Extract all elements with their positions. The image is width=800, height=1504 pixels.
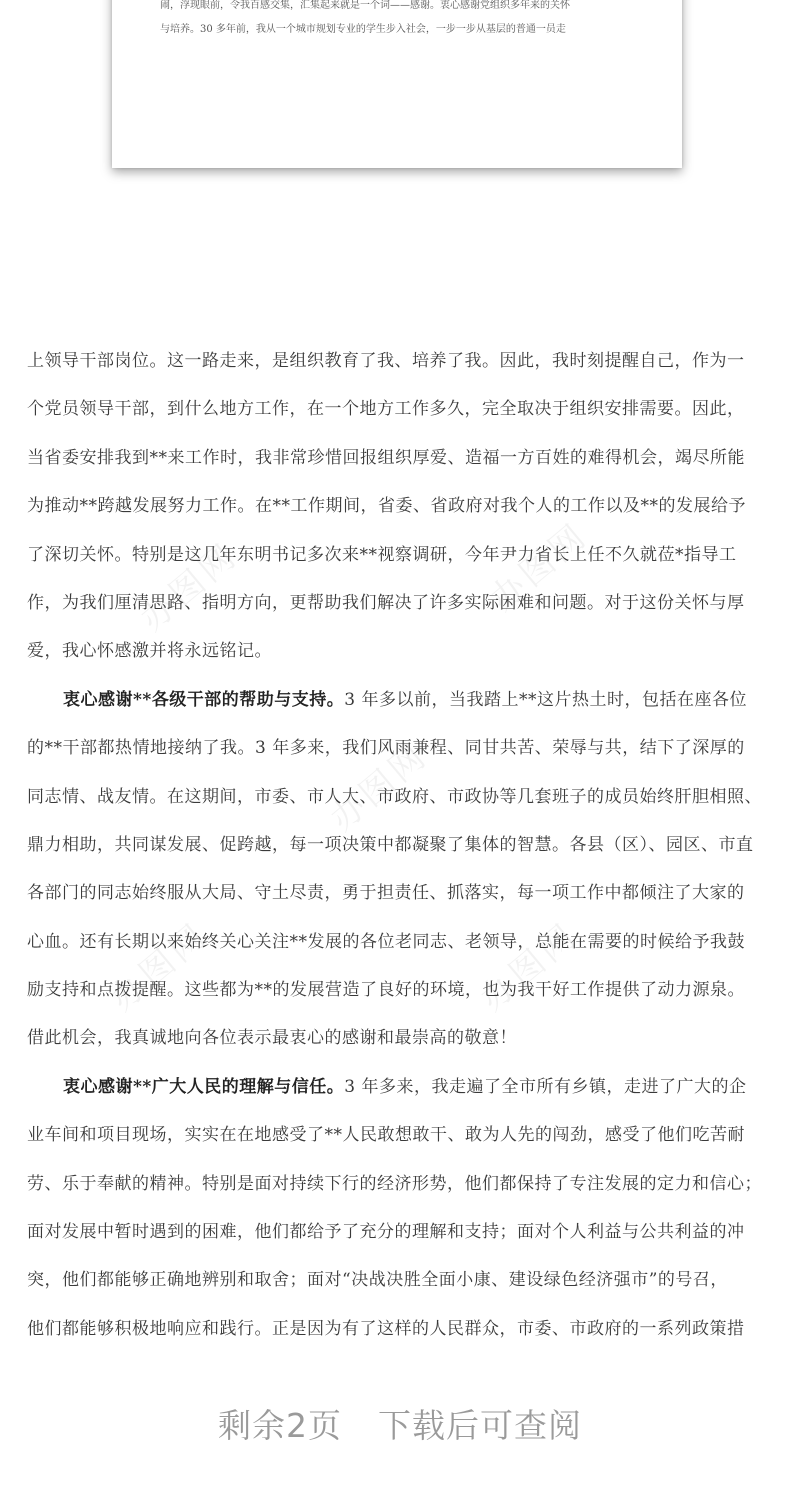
remaining-pages-label: 剩余2页 — [218, 1406, 342, 1445]
text-line: 当省委安排我到**来工作时，我非常珍惜回报组织厚爱、造福一方百姓的难得机会，竭尽所能 — [27, 447, 745, 468]
document-body — [27, 337, 777, 1353]
text-line: 突，他们都能够正确地辨别和取舍；面对“决战决胜全面小康、建设绿色经济强市”的号召， — [27, 1270, 728, 1291]
text-line: 他们都能够积极地响应和践行。正是因为有了这样的人民群众，市委、市政府的一系列政策措 — [27, 1318, 745, 1339]
text-line: 爱，我心怀感激并将永远铭记。 — [27, 641, 272, 662]
text-line: 面对发展中暂时遇到的困难，他们都给予了充分的理解和支持；面对个人利益与公共利益的冲 — [27, 1222, 745, 1243]
text-line: 劳、乐于奉献的精神。特别是面对持续下行的经济形势，他们都保持了专注发展的定力和信心； — [27, 1173, 762, 1194]
text-line: 借此机会，我真诚地向各位表示最衷心的感谢和最崇高的敬意！ — [27, 1028, 517, 1049]
watermark: 办图网 — [472, 915, 586, 1020]
text-line: 的**干部都热情地接纳了我。3 年多来，我们风雨兼程、同甘共苦、荣辱与共，结下了深厚的 — [27, 738, 745, 759]
preview-text-line: 与培养。30 多年前，我从一个城市规划专业的学生步入社会，一步一步从基层的普通一员走 — [160, 24, 566, 35]
watermark: 办图网 — [482, 515, 596, 620]
text-line: 鼎力相助，共同谋发展、促跨越，每一项决策中都凝聚了集体的智慧。各县（区）、园区、市直 — [27, 834, 754, 855]
watermark: 办图网 — [102, 915, 216, 1020]
text-span: 3 年多来，我走遍了全市所有乡镇，走进了广大的企 — [344, 1076, 747, 1097]
paragraph-first-line — [27, 1063, 777, 1111]
text-line: 各部门的同志始终服从大局、守土尽责，勇于担责任、抓落实，每一项工作中都倾注了大家的 — [27, 883, 745, 904]
paragraph-heading: 衷心感谢**广大人民的理解与信任。 — [63, 1076, 345, 1097]
text-span: 3 年多以前，当我踏上**这片热土时，包括在座各位 — [344, 689, 747, 710]
paragraph-heading: 衷心感谢**各级干部的帮助与支持。 — [63, 689, 345, 710]
watermark: 办图网 — [322, 735, 436, 840]
document-preview-page — [112, 0, 682, 168]
text-line: 同志情、战友情。在这期间，市委、市人大、市政府、市政协等几套班子的成员始终肝胆相照、 — [27, 786, 762, 807]
text-line: 为推动**跨越发展努力工作。在**工作期间，省委、省政府对我个人的工作以及**的发展给予 — [27, 496, 746, 517]
download-to-read-more[interactable] — [0, 1400, 800, 1447]
text-line: 励支持和点拨提醒。这些都为**的发展营造了良好的环境，也为我干好工作提供了动力源泉。 — [27, 980, 745, 1001]
paragraph-first-line — [27, 676, 777, 724]
text-line: 心血。还有长期以来始终关心关注**发展的各位老同志、老领导，总能在需要的时候给予我鼓 — [27, 931, 745, 952]
text-line: 了深切关怀。特别是这几年东明书记多次来**视察调研，今年尹力省长上任不久就莅*指导工 — [27, 544, 737, 565]
preview-text-line: 闹，浮现眼前，令我百感交集，汇集起来就是一个词——感谢。衷心感谢党组织多年来的关怀 — [160, 0, 570, 11]
text-line: 上领导干部岗位。这一路走来，是组织教育了我、培养了我。因此，我时刻提醒自己，作为一 — [27, 351, 745, 371]
download-hint-label: 下载后可查阅 — [378, 1406, 582, 1445]
text-line: 业车间和项目现场，实实在在地感受了**人民敢想敢干、敢为人先的闯劲，感受了他们吃苦耐 — [27, 1125, 745, 1146]
watermark: 办图网 — [132, 535, 246, 640]
text-line: 个党员领导干部，到什么地方工作，在一个地方工作多久，完全取决于组织安排需要。因此， — [27, 399, 745, 420]
text-line: 作，为我们厘清思路、指明方向，更帮助我们解决了许多实际困难和问题。对于这份关怀与厚 — [27, 592, 745, 613]
